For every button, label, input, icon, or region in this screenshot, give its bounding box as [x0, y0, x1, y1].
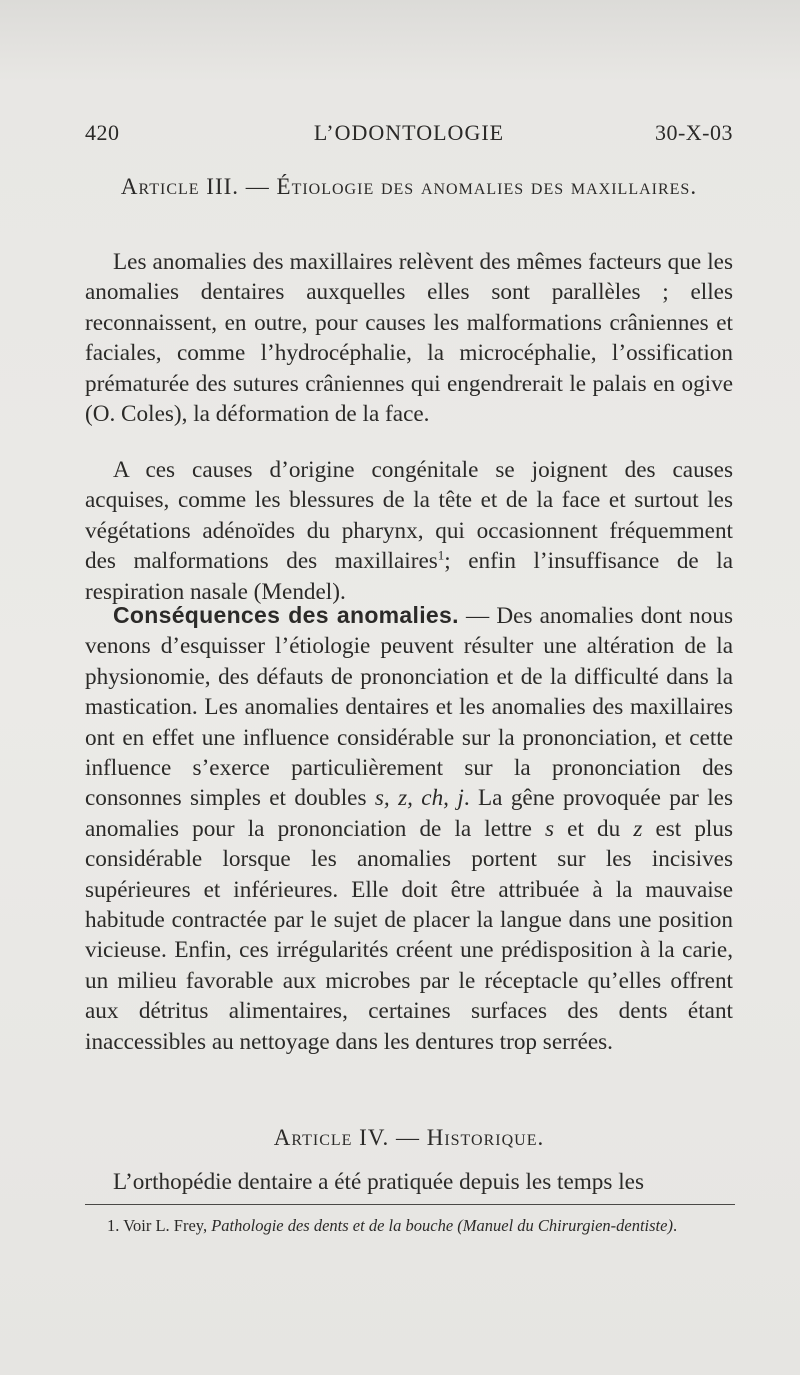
footnote-reference: 1	[437, 547, 445, 563]
consequences-text-c: et du	[554, 815, 634, 842]
footnote-divider	[85, 1204, 735, 1205]
consequences-heading: Conséquences des anomalies.	[113, 602, 459, 628]
running-head	[85, 120, 733, 148]
paragraph-etiology-2-end: ; enfin l’insuffisance de la respiration nasale (Mendel).	[85, 548, 733, 605]
consonants-italic: s, z, ch, j	[374, 785, 464, 812]
paragraph-etiology-2	[85, 455, 733, 607]
letter-s-italic: s	[545, 815, 555, 842]
paragraph-historique: L’orthopédie dentaire a été pratiquée depuis les temps les	[113, 1169, 644, 1195]
footnote-book-title: Pathologie des dents et de la bouche (Manuel du Chirurgien-dentiste)	[211, 1216, 673, 1235]
journal-title: L’ODONTOLOGIE	[313, 120, 505, 145]
footnote-number: 1. Voir L. Frey,	[107, 1216, 212, 1235]
consequences-text-a: — Des anomalies dont nous venons d’esquisser l’étiologie peuvent résulter une altération de la physionomie, des défauts de prononciation et de la difficulté dans la mastication. Les anomalies dentaires et les anomalies des maxillaires ont en effet une influence considérable sur la prononciation, et cette influence s’exerce particulièrement sur la prononciation des consonnes simples et doubles	[85, 603, 733, 812]
consequences-text-d: est plus considérable lorsque les anomalies portent sur les incisives supérieures et inférieures. Elle doit être attribuée à la mauvaise habitude contractée par le sujet de placer la langue dans une position vicieuse. Enfin, ces irrégularités créent une prédisposition à la carie, un milieu favorable aux microbes par le réceptacle qu’elles offrent aux détritus alimentaires, certaines surfaces des dents étant inaccessibles au nettoyage dans les dentures trop serrées.	[85, 815, 733, 1055]
letter-z-italic: z	[633, 815, 643, 842]
paragraph-etiology-1: Les anomalies des maxillaires relèvent des mêmes facteurs que les anomalies dentaires auxquelles elles sont parallèles ; elles reconnaissent, en outre, pour causes les malformations crâniennes et faciales, comme l’hydrocéphalie, la microcéphalie, l’ossification prématurée des sutures crâniennes qui engendrerait le palais en ogive (O. Coles), la déformation de la face.	[85, 249, 733, 428]
paragraph-consequences	[85, 600, 733, 1057]
page-number: 420	[85, 120, 120, 145]
consequences-text-b: . La gêne provoquée par les anomalies pour la prononciation de la lettre	[85, 785, 734, 842]
footnote-end: .	[672, 1216, 678, 1235]
footnote	[85, 1215, 735, 1237]
issue-date: 30-X-03	[654, 120, 733, 145]
paragraph-etiology-2-text: A ces causes d’origine congénitale se joignent des causes acquises, comme les blessures de la tête et de la face et surtout les végétations adénoïdes du pharynx, qui occasionnent fréquemment des malformations des maxillaires	[85, 457, 733, 575]
article-3-heading: Article III. — Étiologie des anomalies des maxillaires.	[120, 174, 698, 199]
article-4-heading: Article IV. — Historique.	[273, 1125, 545, 1150]
